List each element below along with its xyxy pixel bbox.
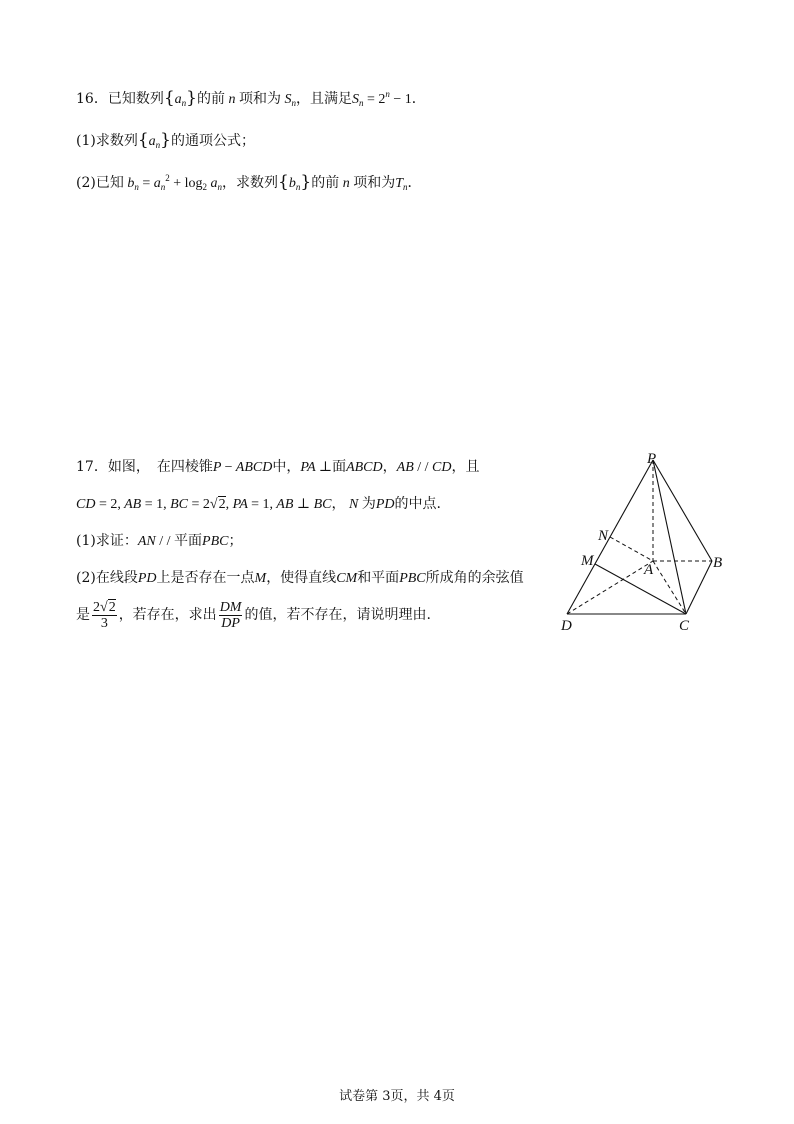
q17-conditions: CD = 2, AB = 1, BC = 2√2, PA = 1, AB ⊥ BC， N 为PD的中点.	[76, 496, 441, 512]
edge-ac	[653, 561, 686, 614]
label-p: P	[647, 451, 657, 467]
q16-part1: (1)求数列$\{a_n\}$的通项公式；	[76, 130, 255, 150]
q17-part2-line2: 是 $\frac{2√2}{3}$ ，若存在，求出 $\frac{DM}{DP}$ 的值，若不存在，请说明理由.	[76, 599, 431, 631]
label-n: N	[598, 528, 609, 544]
q17-part1: (1)求证：AN / / 平面PBC；	[76, 533, 243, 549]
label-a: A	[644, 562, 654, 578]
fraction-cosine: $\frac{2√2}{3}$	[93, 599, 116, 631]
formula-bn: $b_n = a_n^2 + \log_2 a_n$	[123, 173, 223, 192]
q17-part2-line1: (2)在线段PD上是否存在一点M，使得直线CM和平面PBC所成角的余弦值	[76, 570, 524, 586]
edge-pb	[653, 460, 712, 561]
page-footer: 试卷第 3页，共 4页	[339, 1089, 455, 1104]
pyramid-figure	[555, 448, 735, 634]
label-m: M	[581, 553, 594, 569]
fraction-dm-dp: $\frac{DM}{DP}$	[219, 599, 242, 631]
label-b: B	[713, 555, 723, 571]
edge-pc	[653, 460, 686, 614]
label-c: C	[679, 618, 690, 634]
q16-number: 16	[76, 91, 94, 107]
edge-da	[567, 561, 653, 614]
edge-cb	[686, 561, 712, 614]
formula-sn: $S_n = 2^n - 1$	[351, 89, 412, 108]
segment-an	[610, 537, 653, 561]
q17-number: 17	[76, 459, 94, 475]
seq-a-n: $\{a_n\}$	[163, 88, 197, 108]
segment-mc	[595, 564, 686, 614]
q16-part2: (2)已知 $b_n = a_n^2 + \log_2 a_n$，求数列$\{b_n\}$的前 n 项和为$T_n$．	[76, 172, 422, 192]
q17-stem: 17．如图， 在四棱锥P − ABCD中，PA ⊥面ABCD，AB / / CD，且	[76, 459, 480, 475]
q16-stem: 16．已知数列$\{a_n\}$的前 n 项和为 $S_n$，且满足$S_n = 2^n - 1$．	[76, 88, 426, 108]
label-d: D	[561, 618, 572, 634]
